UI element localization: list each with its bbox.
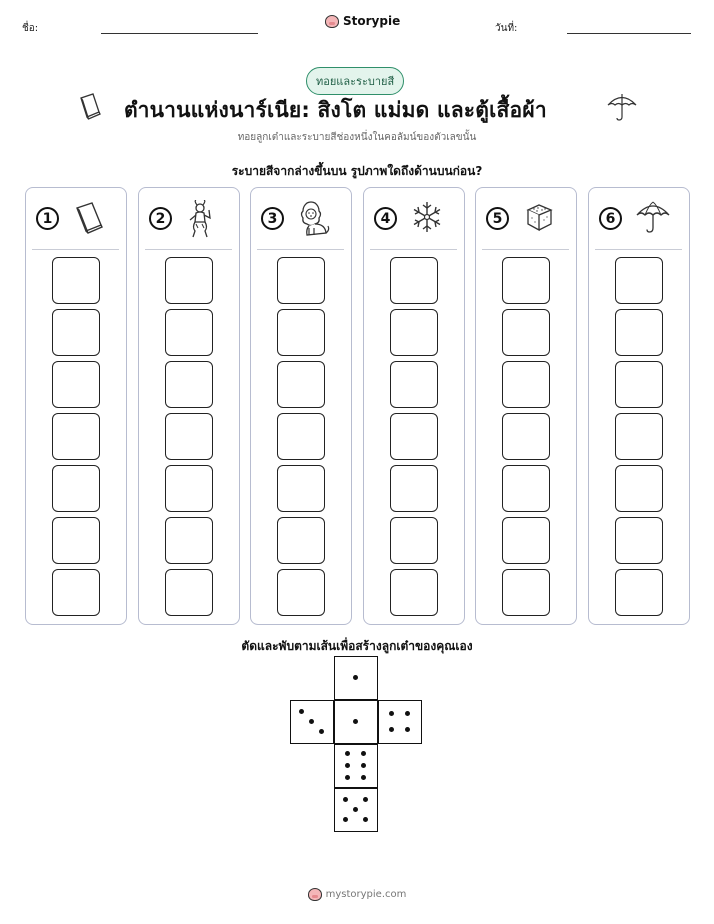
dice-pip [363,817,368,822]
dice-pip [361,775,366,780]
color-box[interactable] [615,465,663,512]
color-box[interactable] [390,517,438,564]
dice-face-1 [334,700,378,744]
color-box[interactable] [502,569,550,616]
dice-pip [309,719,314,724]
dice-pip [299,709,304,714]
footer-url: mystorypie.com [325,889,407,900]
page-title: ตำนานแห่งนาร์เนีย: สิงโต แม่มด และตู้เสื้อผ้า [124,98,547,122]
pig-logo-icon [325,15,339,28]
color-box[interactable] [390,465,438,512]
color-box[interactable] [615,413,663,460]
color-box[interactable] [502,257,550,304]
dice-pip [353,675,358,680]
dice-face-1 [334,656,378,700]
color-box[interactable] [52,569,100,616]
lion-icon [297,200,337,240]
dice-net [290,656,424,836]
cutout-title: ตัดและพับตามเส้นเพื่อสร้างลูกเต๋าของคุณเอง [241,639,473,653]
color-box[interactable] [165,361,213,408]
umbrella-icon [606,92,638,122]
color-box[interactable] [277,465,325,512]
color-box[interactable] [390,413,438,460]
dice-pip [353,807,358,812]
column-divider [482,249,569,250]
color-box[interactable] [277,413,325,460]
dice-pip [361,763,366,768]
column-number: 6 [599,207,622,230]
color-box[interactable] [52,257,100,304]
color-box[interactable] [165,569,213,616]
color-box[interactable] [502,361,550,408]
color-box[interactable] [277,257,325,304]
color-box[interactable] [390,569,438,616]
color-box[interactable] [165,465,213,512]
dice-face-5 [334,788,378,832]
color-box[interactable] [502,309,550,356]
dice-pip [389,727,394,732]
column-divider [145,249,232,250]
name-line [101,33,258,34]
color-box[interactable] [390,257,438,304]
brand-logo [325,14,400,28]
color-box[interactable] [165,309,213,356]
column-number: 3 [261,207,284,230]
color-box[interactable] [52,517,100,564]
color-box[interactable] [52,413,100,460]
dice-face-3 [290,700,334,744]
column-number: 5 [486,207,509,230]
book-icon [78,92,102,120]
color-box[interactable] [502,517,550,564]
column-4 [363,187,465,625]
dice-pip [363,797,368,802]
column-divider [595,249,682,250]
color-box[interactable] [615,517,663,564]
dice-face-6 [334,744,378,788]
dice-face-4 [378,700,422,744]
turkish-delight-icon [522,200,562,240]
color-box[interactable] [615,257,663,304]
column-5 [475,187,577,625]
color-box[interactable] [502,465,550,512]
book-icon [72,200,112,240]
color-box[interactable] [615,361,663,408]
column-2 [138,187,240,625]
dice-pip [319,729,324,734]
dice-pip [343,817,348,822]
pig-logo-icon [308,888,322,901]
activity-badge: ทอยและระบายสี [306,67,404,95]
footer [0,888,714,901]
date-line [567,33,691,34]
umbrella-icon [635,200,675,240]
date-label: วันที่: [495,23,518,34]
question: ระบายสีจากล่างขึ้นบน รูปภาพใดถึงด้านบนก่อน? [231,164,483,178]
color-box[interactable] [390,309,438,356]
column-3 [250,187,352,625]
column-number: 1 [36,207,59,230]
dice-pip [345,763,350,768]
column-divider [370,249,457,250]
color-box[interactable] [165,517,213,564]
dice-pip [343,797,348,802]
column-number: 4 [374,207,397,230]
color-box[interactable] [52,309,100,356]
color-box[interactable] [165,257,213,304]
color-box[interactable] [277,517,325,564]
color-box[interactable] [502,413,550,460]
name-label: ชื่อ: [22,23,39,34]
dice-pip [345,751,350,756]
dice-pip [405,711,410,716]
dice-pip [353,719,358,724]
column-divider [257,249,344,250]
dice-pip [345,775,350,780]
instructions: ทอยลูกเต๋าและระบายสีช่องหนึ่งในคอลัมน์ของตัวเลขนั้น [237,132,477,143]
column-6 [588,187,690,625]
column-1 [25,187,127,625]
color-box[interactable] [52,361,100,408]
snowflake-icon [410,200,450,240]
dice-pip [405,727,410,732]
column-number: 2 [149,207,172,230]
dice-pip [361,751,366,756]
dice-pip [389,711,394,716]
color-box[interactable] [165,413,213,460]
column-divider [32,249,119,250]
color-box[interactable] [277,309,325,356]
color-box[interactable] [277,361,325,408]
brand-name: Storypie [343,14,401,28]
faun-icon [185,200,225,240]
color-box[interactable] [390,361,438,408]
color-box[interactable] [52,465,100,512]
color-box[interactable] [615,569,663,616]
color-box[interactable] [277,569,325,616]
color-box[interactable] [615,309,663,356]
